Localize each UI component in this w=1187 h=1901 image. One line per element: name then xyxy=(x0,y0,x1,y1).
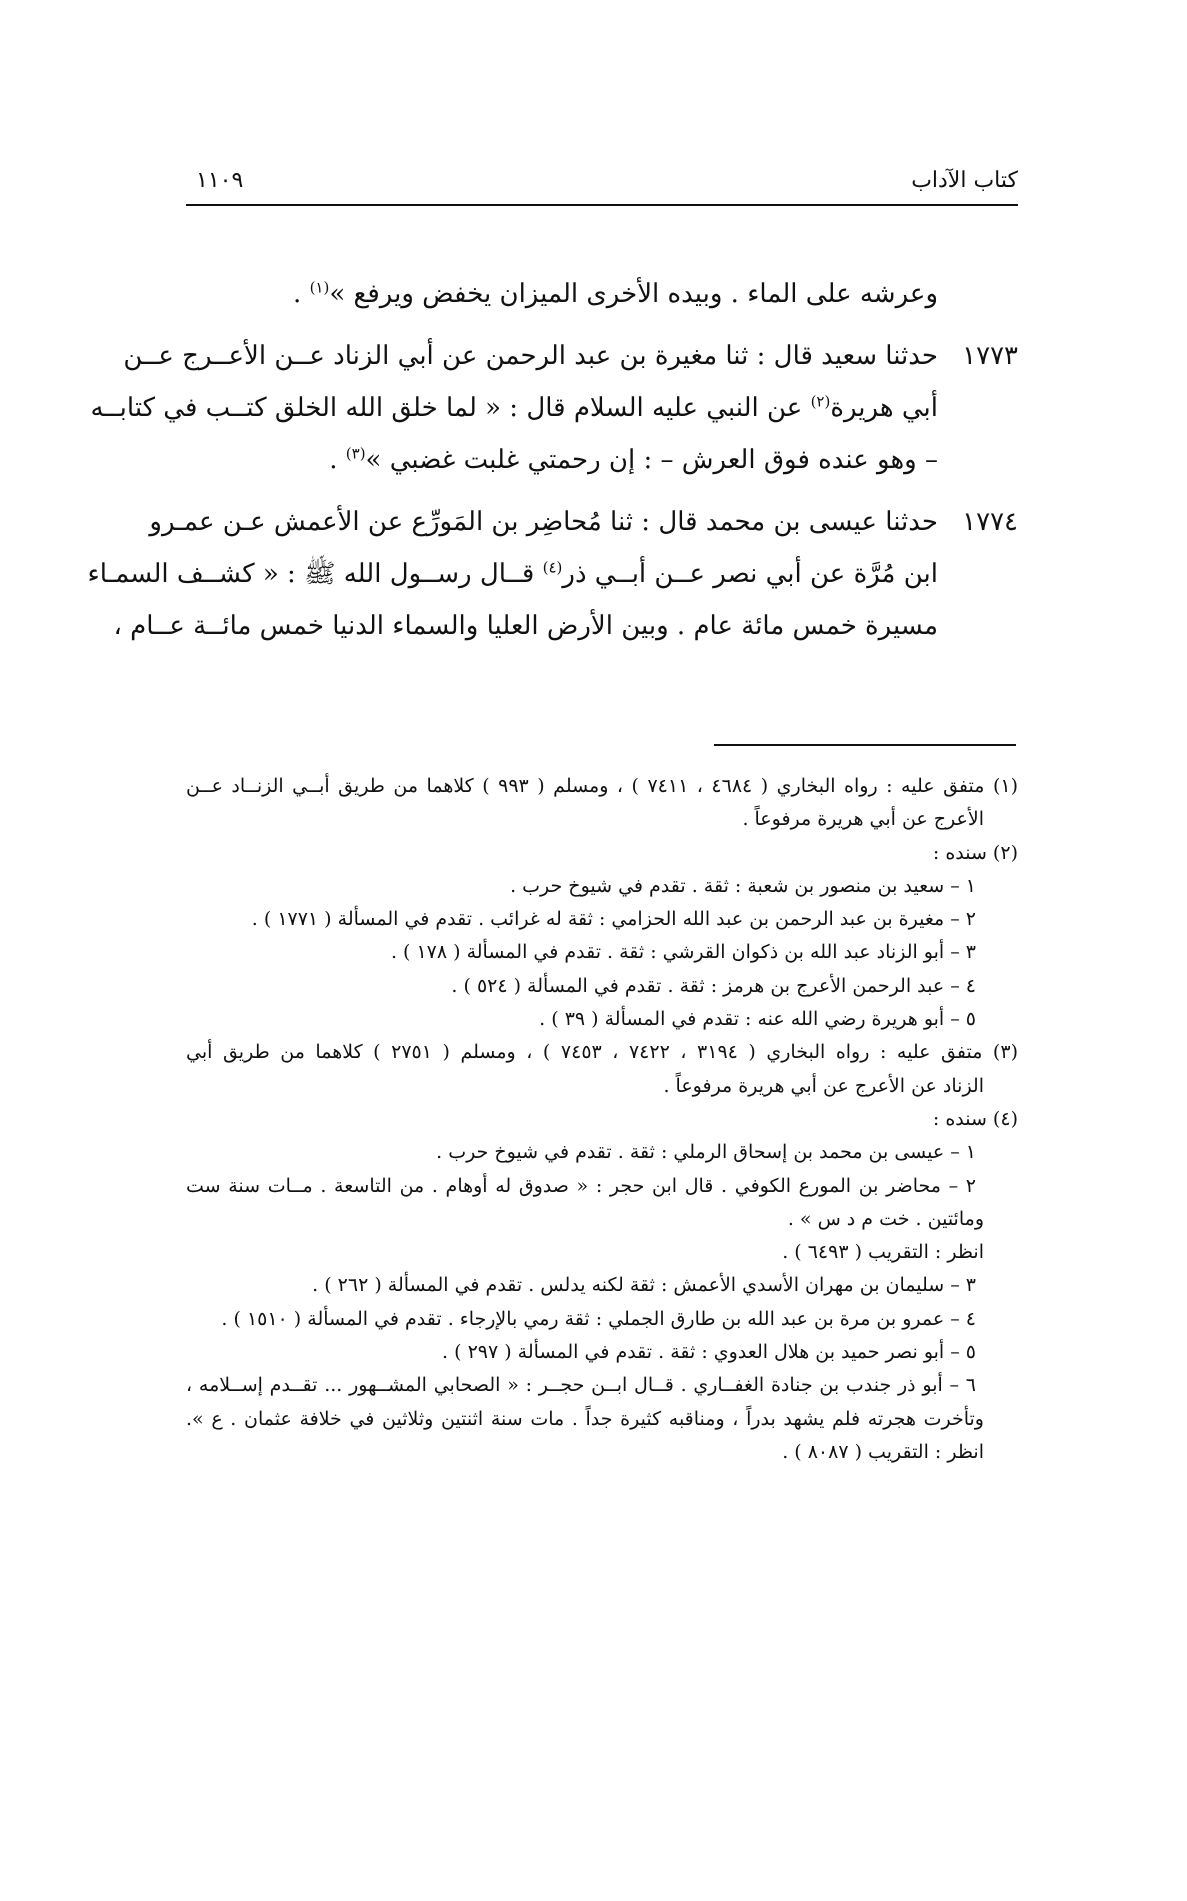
footnote-item: انظر : التقريب ( ٦٤٩٣ ) . xyxy=(782,1241,984,1264)
footnote-item: وتأخرت هجرته فلم يشهد بدراً ، ومناقبه كثيرة جداً . مات سنة اثنتين وثلاثين في خلافة عثمان . ع ». xyxy=(186,1407,984,1430)
footnote-line: (١) متفق عليه : رواه البخاري ( ٤٦٨٤ ، ٧٤١١ ) ، ومسلم ( ٩٩٣ ) كلاهما من طريق أبــي الزنــاد عــن xyxy=(186,775,1018,797)
page-number: ١١٠٩ xyxy=(196,168,244,193)
footnote-ref: (١) xyxy=(309,278,330,297)
footnote-item: ٥ – أبو هريرة رضي الله عنه : تقدم في المسألة ( ٣٩ ) . xyxy=(539,1008,976,1031)
footnote-line: (٣) متفق عليه : رواه البخاري ( ٣١٩٤ ، ٧٤٢٢ ، ٧٤٥٣ ) ، ومسلم ( ٢٧٥١ ) كلاهما من طريق أبي xyxy=(186,1041,1018,1064)
hadith-number: ١٧٧٤ xyxy=(962,507,1018,537)
footnote-item: ٥ – أبو نصر حميد بن هلال العدوي : ثقة . تقدم في المسألة ( ٢٩٧ ) . xyxy=(442,1341,976,1364)
footnote-line: الأعرج عن أبي هريرة مرفوعاً . xyxy=(742,808,984,831)
footnote-item: ٣ – أبو الزناد عبد الله بن ذكوان القرشي : ثقة . تقدم في المسألة ( ١٧٨ ) . xyxy=(390,941,976,964)
footnote-item: ٤ – عبد الرحمن الأعرج بن هرمز : ثقة . تقدم في المسألة ( ٥٢٤ ) . xyxy=(451,974,976,997)
footnote-line: الزناد عن الأعرج عن أبي هريرة مرفوعاً . xyxy=(663,1074,984,1097)
footnote-ref: (٣) xyxy=(345,444,366,463)
hadith-line: حدثنا عيسى بن محمد قال : ثنا مُحاضِر بن المَورِّع عن الأعمش عـن عمـرو xyxy=(149,507,938,537)
footnote-item: ٣ – سليمان بن مهران الأسدي الأعمش : ثقة لكنه يدلس . تقدم في المسألة ( ٢٦٢ ) . xyxy=(312,1274,976,1297)
footnote-item: ٢ – محاضر بن المورع الكوفي . قال ابن حجر : « صدوق له أوهام . من التاسعة . مــات سنة ست xyxy=(186,1174,976,1197)
footnote-line: (٢) سنده : xyxy=(932,841,1018,864)
hadith-line: أبي هريرة$^{(٢)}$ عن النبي عليه السلام قال : « لما خلق الله الخلق كتــب في كتابــه xyxy=(90,392,938,423)
main-text xyxy=(87,268,1018,652)
hadith-line: حدثنا سعيد قال : ثنا مغيرة بن عبد الرحمن عن أبي الزناد عــن الأعــرج عــن xyxy=(123,341,938,371)
intro-line: وعرشه على الماء . وبيده الأخرى الميزان يخفض ويرفع »$^{(١)}$ . xyxy=(293,278,938,309)
hadith-1774 xyxy=(87,496,1018,652)
footnote-item: ١ – سعيد بن منصور بن شعبة : ثقة . تقدم في شيوخ حرب . xyxy=(510,874,976,897)
footnote-item: ١ – عيسى بن محمد بن إسحاق الرملي : ثقة . تقدم في شيوخ حرب . xyxy=(436,1141,976,1164)
footnote-line: (٤) سنده : xyxy=(932,1107,1018,1130)
footnotes xyxy=(186,770,1018,1469)
footnote-item: ومائتين . خت م د س » . xyxy=(787,1207,984,1230)
hadith-number: ١٧٧٣ xyxy=(962,341,1018,371)
footnote-ref: (٤) xyxy=(542,558,563,577)
hadith-line: ابن مُرَّة عن أبي نصر عــن أبــي ذر$^{(٤)}$ قــال رســول الله ﷺ : « كشــف السمـاء xyxy=(87,558,938,589)
footnote-item: ٢ – مغيرة بن عبد الرحمن بن عبد الله الحزامي : ثقة له غرائب . تقدم في المسألة ( ١٧٧١ ) . xyxy=(251,908,976,931)
hadith-line: – وهو عنده فوق العرش – : إن رحمتي غلبت غضبي »$^{(٣)}$ . xyxy=(329,444,938,475)
footnote-item: ٦ – أبو ذر جندب بن جنادة الغفــاري . قــال ابــن حجــر : « الصحابي المشــهور ... تقــدم إســلامه ، xyxy=(186,1374,976,1397)
footnote-item: انظر : التقريب ( ٨٠٨٧ ) . xyxy=(782,1440,984,1463)
hadith-line: مسيرة خمس مائة عام . وبين الأرض العليا والسماء الدنيا خمس مائــة عــام ، xyxy=(113,611,938,641)
footnote-item: ٤ – عمرو بن مرة بن عبد الله بن طارق الجملي : ثقة رمي بالإرجاء . تقدم في المسألة ( ١٥١٠ ) . xyxy=(221,1307,976,1330)
running-header xyxy=(186,168,1018,206)
footnote-ref: (٢) xyxy=(810,392,831,411)
hadith-1773 xyxy=(90,330,1018,486)
chapter-title: كتاب الآداب xyxy=(911,168,1018,193)
footnote-separator xyxy=(714,744,1016,746)
